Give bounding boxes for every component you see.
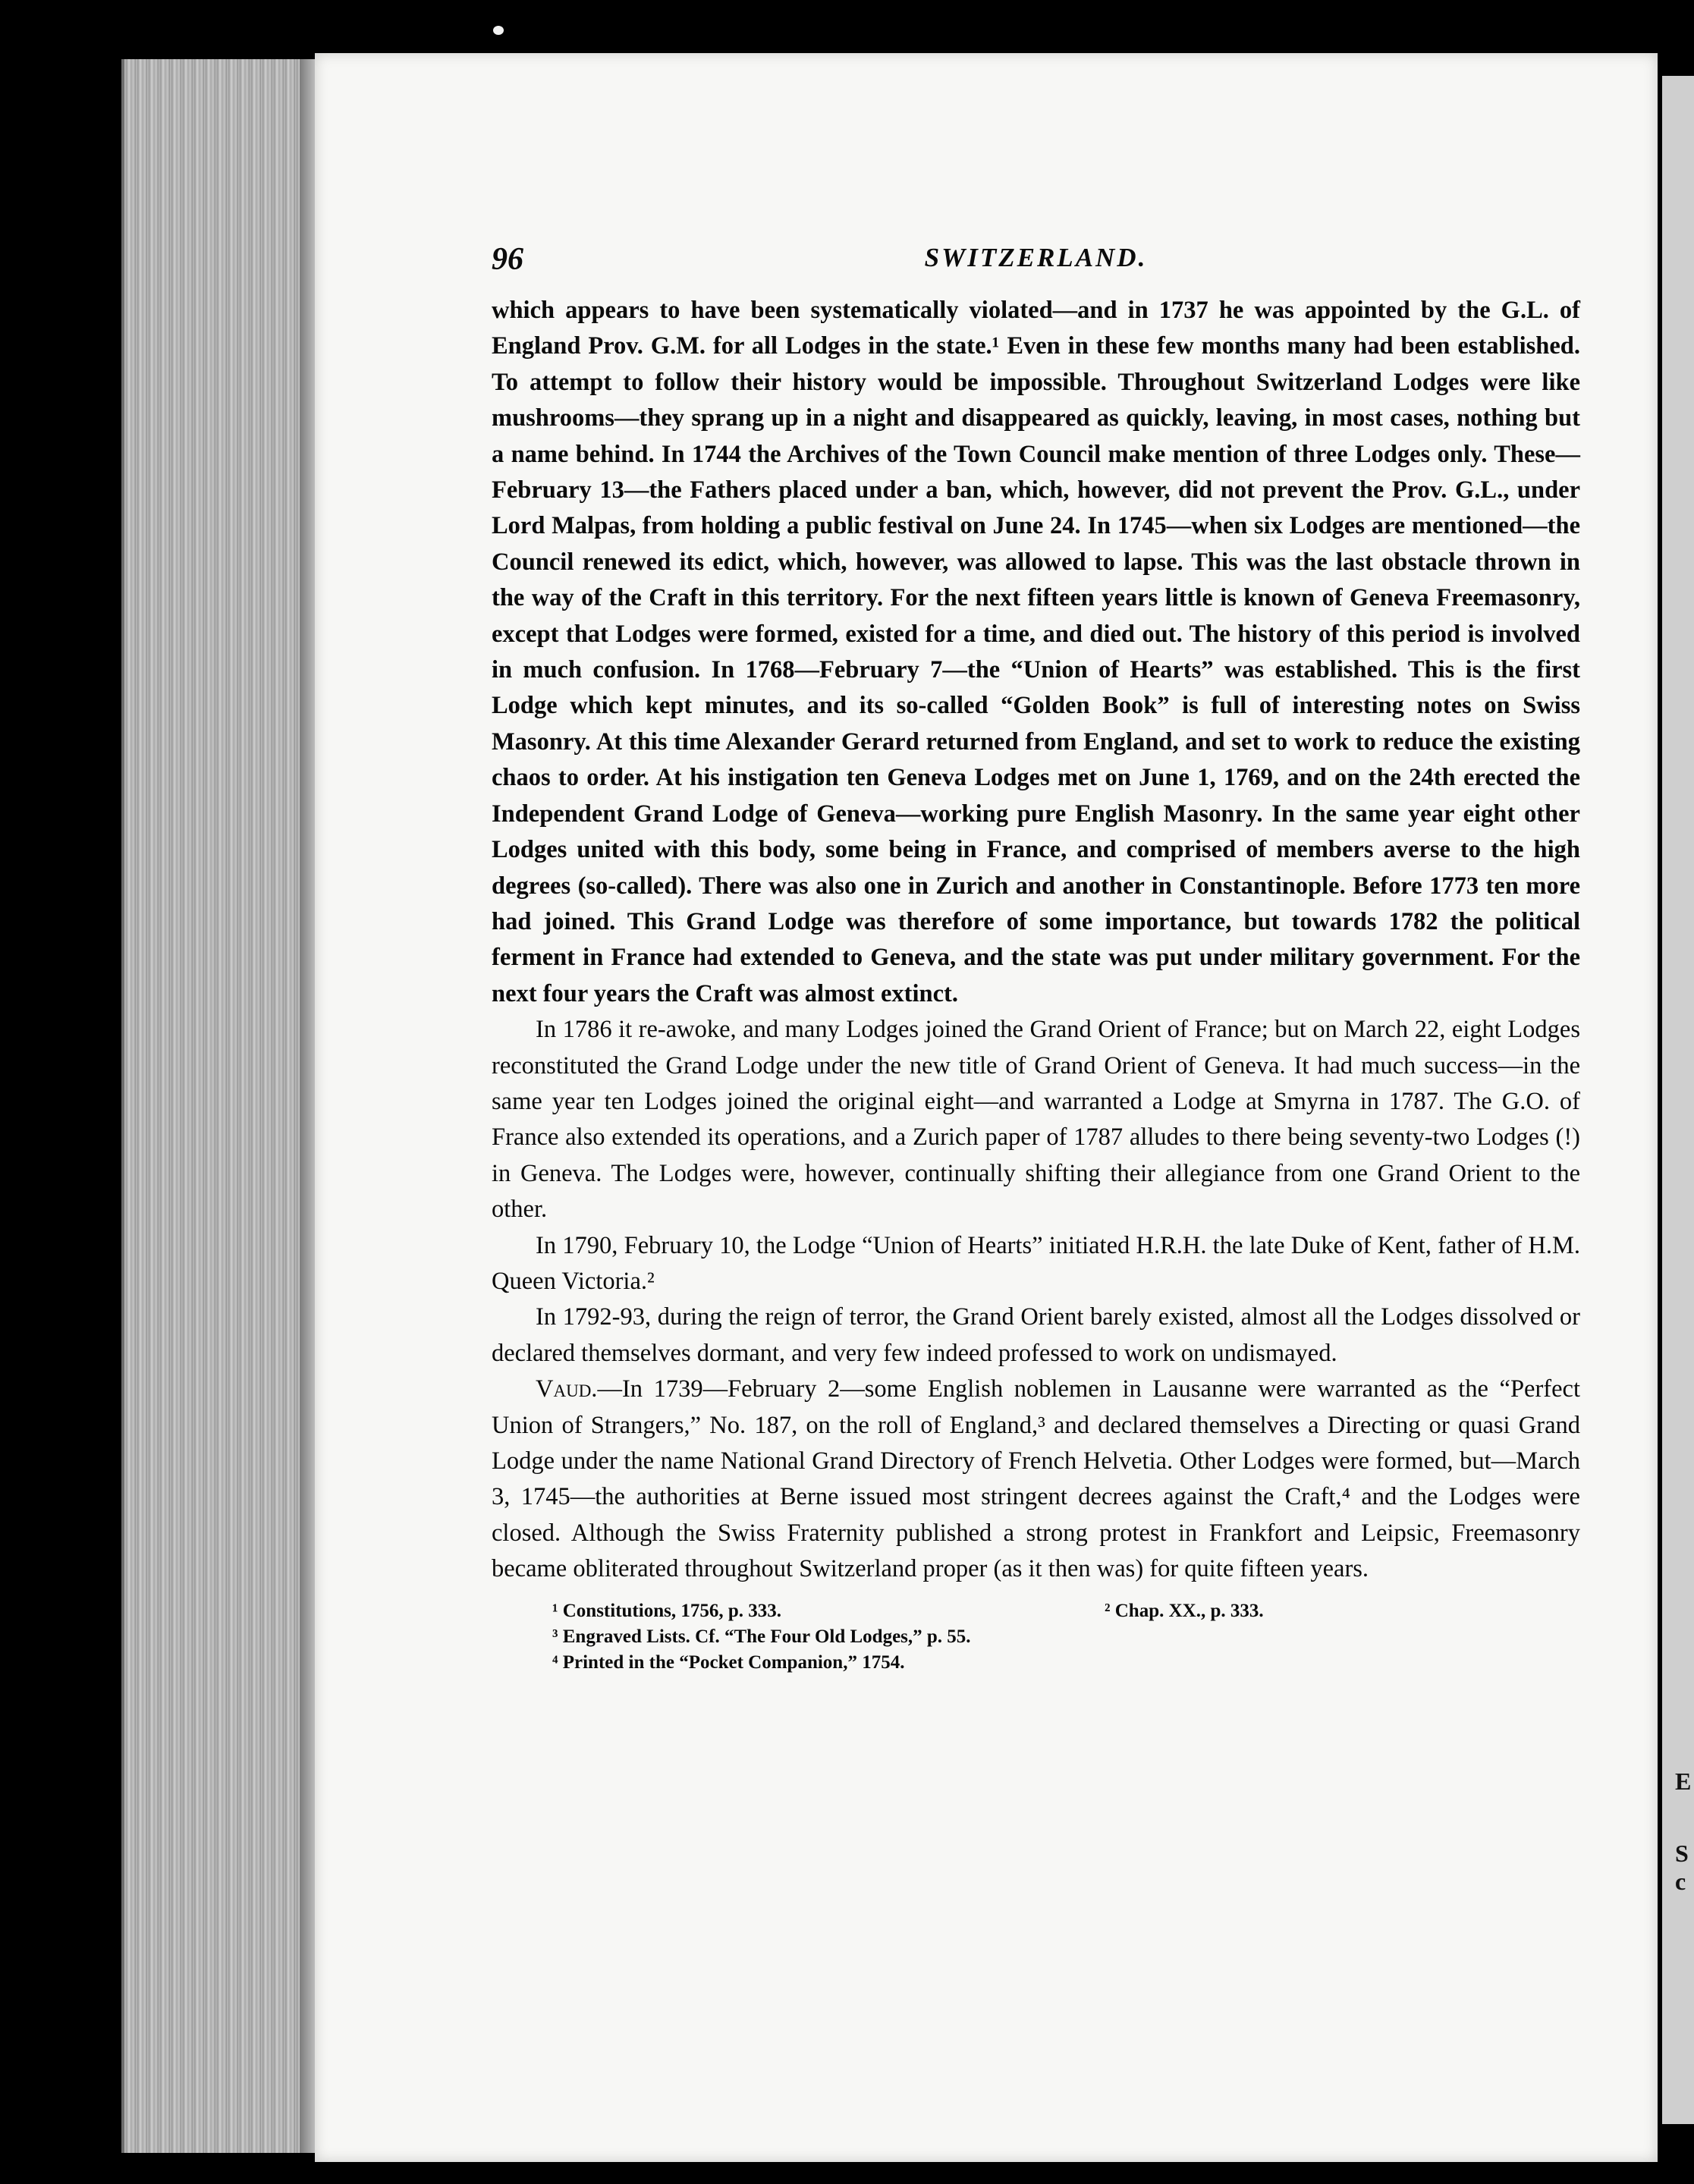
section-heading-vaud: Vaud.: [536, 1375, 598, 1403]
footnote-4: ⁴ Printed in the “Pocket Companion,” 1754.: [552, 1651, 905, 1673]
footnotes: [492, 1598, 1580, 1676]
book-page-edges: [121, 59, 318, 2153]
footnote-3: ³ Engraved Lists. Cf. “The Four Old Lodges,” p. 55.: [552, 1626, 971, 1647]
footnote-row: [552, 1598, 1580, 1624]
running-head: [492, 241, 1580, 284]
paragraph-vaud-text: —In 1739—February 2—some English noblemen in Lausanne were warranted as the “Perfect Union of Strangers,” No. 187, on the roll of England,³ and declared themselves a Directing or quasi Grand Lodge under the name National Grand Directory of French Helvetia. Other Lodges were formed, but—March 3, 1745—the authorities at Berne issued most stringent decrees against the Craft,⁴ and the Lodges were closed. Although the Swiss Fraternity published a strong protest in Frankfort and Leipsic, Freemasonry became obliterated throughout Switzerland proper (as it then was) for quite fifteen years.: [492, 1375, 1580, 1583]
scan-speck: [493, 26, 504, 35]
page-content: [492, 241, 1580, 1676]
facing-page-letter: c: [1675, 1868, 1686, 1895]
facing-page-letter: E: [1675, 1768, 1692, 1795]
paragraph-union-of-hearts: In 1790, February 10, the Lodge “Union of Hearts” initiated H.R.H. the late Duke of Kent, father of H.M. Queen Victoria.²: [492, 1231, 1580, 1295]
paragraph-geneva-history: which appears to have been systematically violated—and in 1737 he was appointed by the G.L. of England Prov. G.M. for all Lodges in the state.¹ Even in these few months many had been established. To attempt to follow their history would be impossible. Throughout Switzerland Lodges were like mushrooms—they sprang up in a night and disappeared as quickly, leaving, in most cases, nothing but a name behind. In 1744 the Archives of the Town Council make mention of three Lodges only. These—February 13—the Fathers placed under a ban, which, however, did not prevent the Prov. G.L., under Lord Malpas, from holding a public festival on June 24. In 1745—when six Lodges are mentioned—the Council renewed its edict, which, however, was allowed to lapse. This was the last obstacle thrown in the way of the Craft in this territory. For the next fifteen years little is known of Geneva Freemasonry, except that Lodges were formed, existed for a time, and died out. The history of this period is involved in much confusion. In 1768—February 7—the “Union of Hearts” was established. This is the first Lodge which kept minutes, and its so-called “Golden Book” is full of interesting notes on Swiss Masonry. At this time Alexander Gerard returned from England, and set to work to reduce the existing chaos to order. At his instigation ten Geneva Lodges met on June 1, 1769, and on the 24th erected the Independent Grand Lodge of Geneva—working pure English Masonry. In the same year eight other Lodges united with this body, some being in France, and comprised of members averse to the high degrees (so-called). There was also one in Zurich and another in Constantinople. Before 1773 ten more had joined. This Grand Lodge was therefore of some importance, but towards 1782 the political ferment in France had extended to Geneva, and the state was put under military government. For the next four years the Craft was almost extinct.: [492, 297, 1580, 1007]
facing-page-sliver: [1658, 76, 1694, 2124]
page-title: SWITZERLAND.: [924, 243, 1148, 272]
paragraph-grand-orient: In 1786 it re-awoke, and many Lodges joined the Grand Orient of France; but on March 22, eight Lodges reconstituted the Grand Lodge under the new title of Grand Orient of Geneva. It had much success—in the same year ten Lodges joined the original eight—and warranted a Lodge at Smyrna in 1787. The G.O. of France also extended its operations, and a Zurich paper of 1787 alludes to there being seventy-two Lodges (!) in Geneva. The Lodges were, however, continually shifting their allegiance from one Grand Orient to the other.: [492, 1016, 1580, 1224]
footnote-1: ¹ Constitutions, 1756, p. 333.: [552, 1600, 781, 1621]
paragraph-vaud: [492, 1372, 1580, 1587]
page-number: 96: [492, 242, 523, 277]
paragraph-reign-of-terror: In 1792-93, during the reign of terror, the Grand Orient barely existed, almost all the Lodges dissolved or declared themselves dormant, and very few indeed professed to work on undismayed.: [492, 1303, 1580, 1367]
facing-page-letter: S: [1675, 1840, 1689, 1867]
footnote-2: ² Chap. XX., p. 333.: [1105, 1600, 1264, 1621]
